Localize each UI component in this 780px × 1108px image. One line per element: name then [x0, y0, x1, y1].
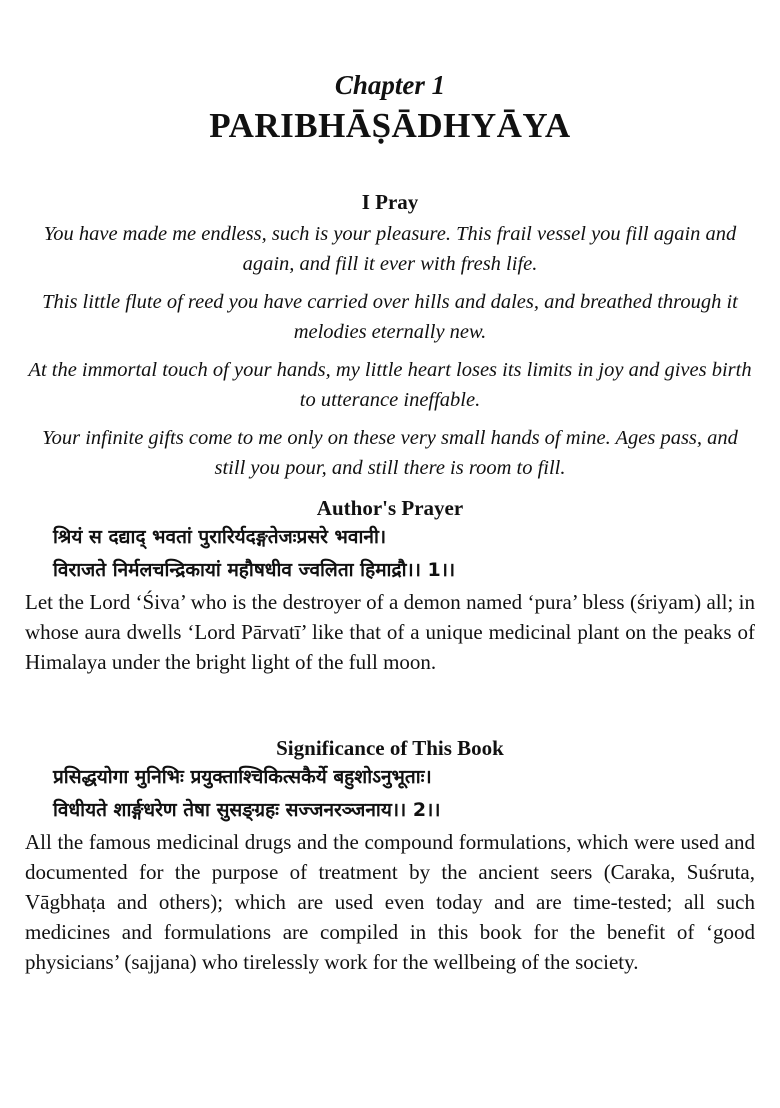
- authors-prayer-section: [25, 496, 755, 677]
- verse-line: प्रसिद्धयोगा मुनिभिः प्रयुक्ताश्चिकित्सकैर्ये बहुशोऽनुभूताः।: [53, 766, 432, 788]
- verse-line: विधीयते शार्ङ्गधरेण तेषा सुसङ्ग्रहः सज्जनरञ्जनाय।। 2।।: [53, 799, 441, 821]
- prayer-heading: I Pray: [361, 190, 419, 214]
- significance-heading: Significance of This Book: [276, 736, 504, 760]
- translation: Let the Lord ‘Śiva’ who is the destroyer of a demon named ‘pura’ bless (śriyam) all; in whose aura dwells ‘Lord Pārvatī’ like that of a unique medicinal plant on the peaks of Himalaya under the bright light of the full moon.: [25, 590, 755, 674]
- stanza: At the immortal touch of your hands, my little heart loses its limits in joy and gives birth to utterance ineffable.: [28, 359, 752, 411]
- prayer-section: [25, 190, 755, 491]
- stanza: You have made me endless, such is your pleasure. This frail vessel you fill again and again, and fill it ever with fresh life.: [43, 223, 737, 275]
- authors-prayer-heading: Author's Prayer: [316, 496, 464, 520]
- chapter-title: PARIBHĀṢĀDHYĀYA: [209, 106, 571, 145]
- translation: All the famous medicinal drugs and the compound formulations, which were used and documented for the purpose of treatment by the ancient seers (Caraka, Suśruta, Vāgbhaṭa and others); which are used even today and are time-tested; all such medicines and formulations are compiled in this book for the benefit of ‘good physicians’ (sajjana) who tirelessly work for the wellbeing of the society.: [25, 830, 755, 974]
- stanza: This little flute of reed you have carried over hills and dales, and breathed through it melodies eternally new.: [42, 291, 738, 343]
- verse-line: विराजते निर्मलचन्द्रिकायां महौषधीव ज्वलिता हिमाद्रौ।। 1।।: [53, 559, 456, 581]
- stanza: Your infinite gifts come to me only on these very small hands of mine. Ages pass, and still you pour, and still there is room to fill.: [42, 427, 738, 479]
- chapter-number: Chapter 1: [334, 70, 446, 100]
- significance-section: [25, 736, 755, 977]
- verse-line: श्रियं स दद्याद् भवतां पुरारिर्यदङ्गतेजःप्रसरे भवानी।: [53, 526, 387, 548]
